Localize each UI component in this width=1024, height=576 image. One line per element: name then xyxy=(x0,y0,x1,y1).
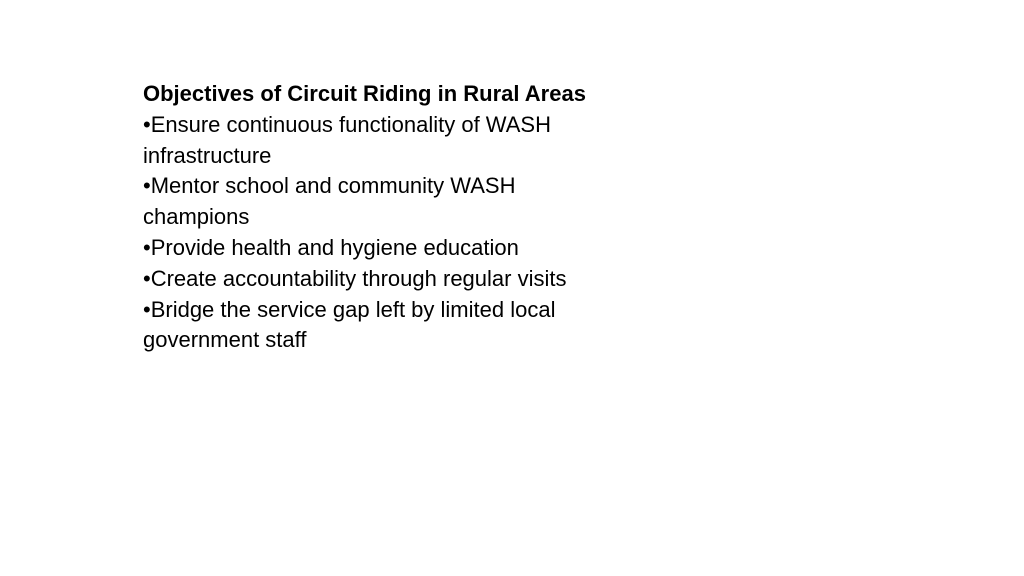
objective-item: •Mentor school and community WASH champions xyxy=(143,173,516,230)
objective-item: •Create accountability through regular visits xyxy=(143,265,567,291)
objective-item: •Bridge the service gap left by limited local government staff xyxy=(143,296,556,353)
slide-title: Objectives of Circuit Riding in Rural Areas xyxy=(143,81,586,106)
objective-item: •Ensure continuous functionality of WASH infrastructure xyxy=(143,111,551,168)
objective-item: •Provide health and hygiene education xyxy=(143,234,519,260)
text-box xyxy=(143,79,613,356)
objectives-list xyxy=(143,110,613,356)
